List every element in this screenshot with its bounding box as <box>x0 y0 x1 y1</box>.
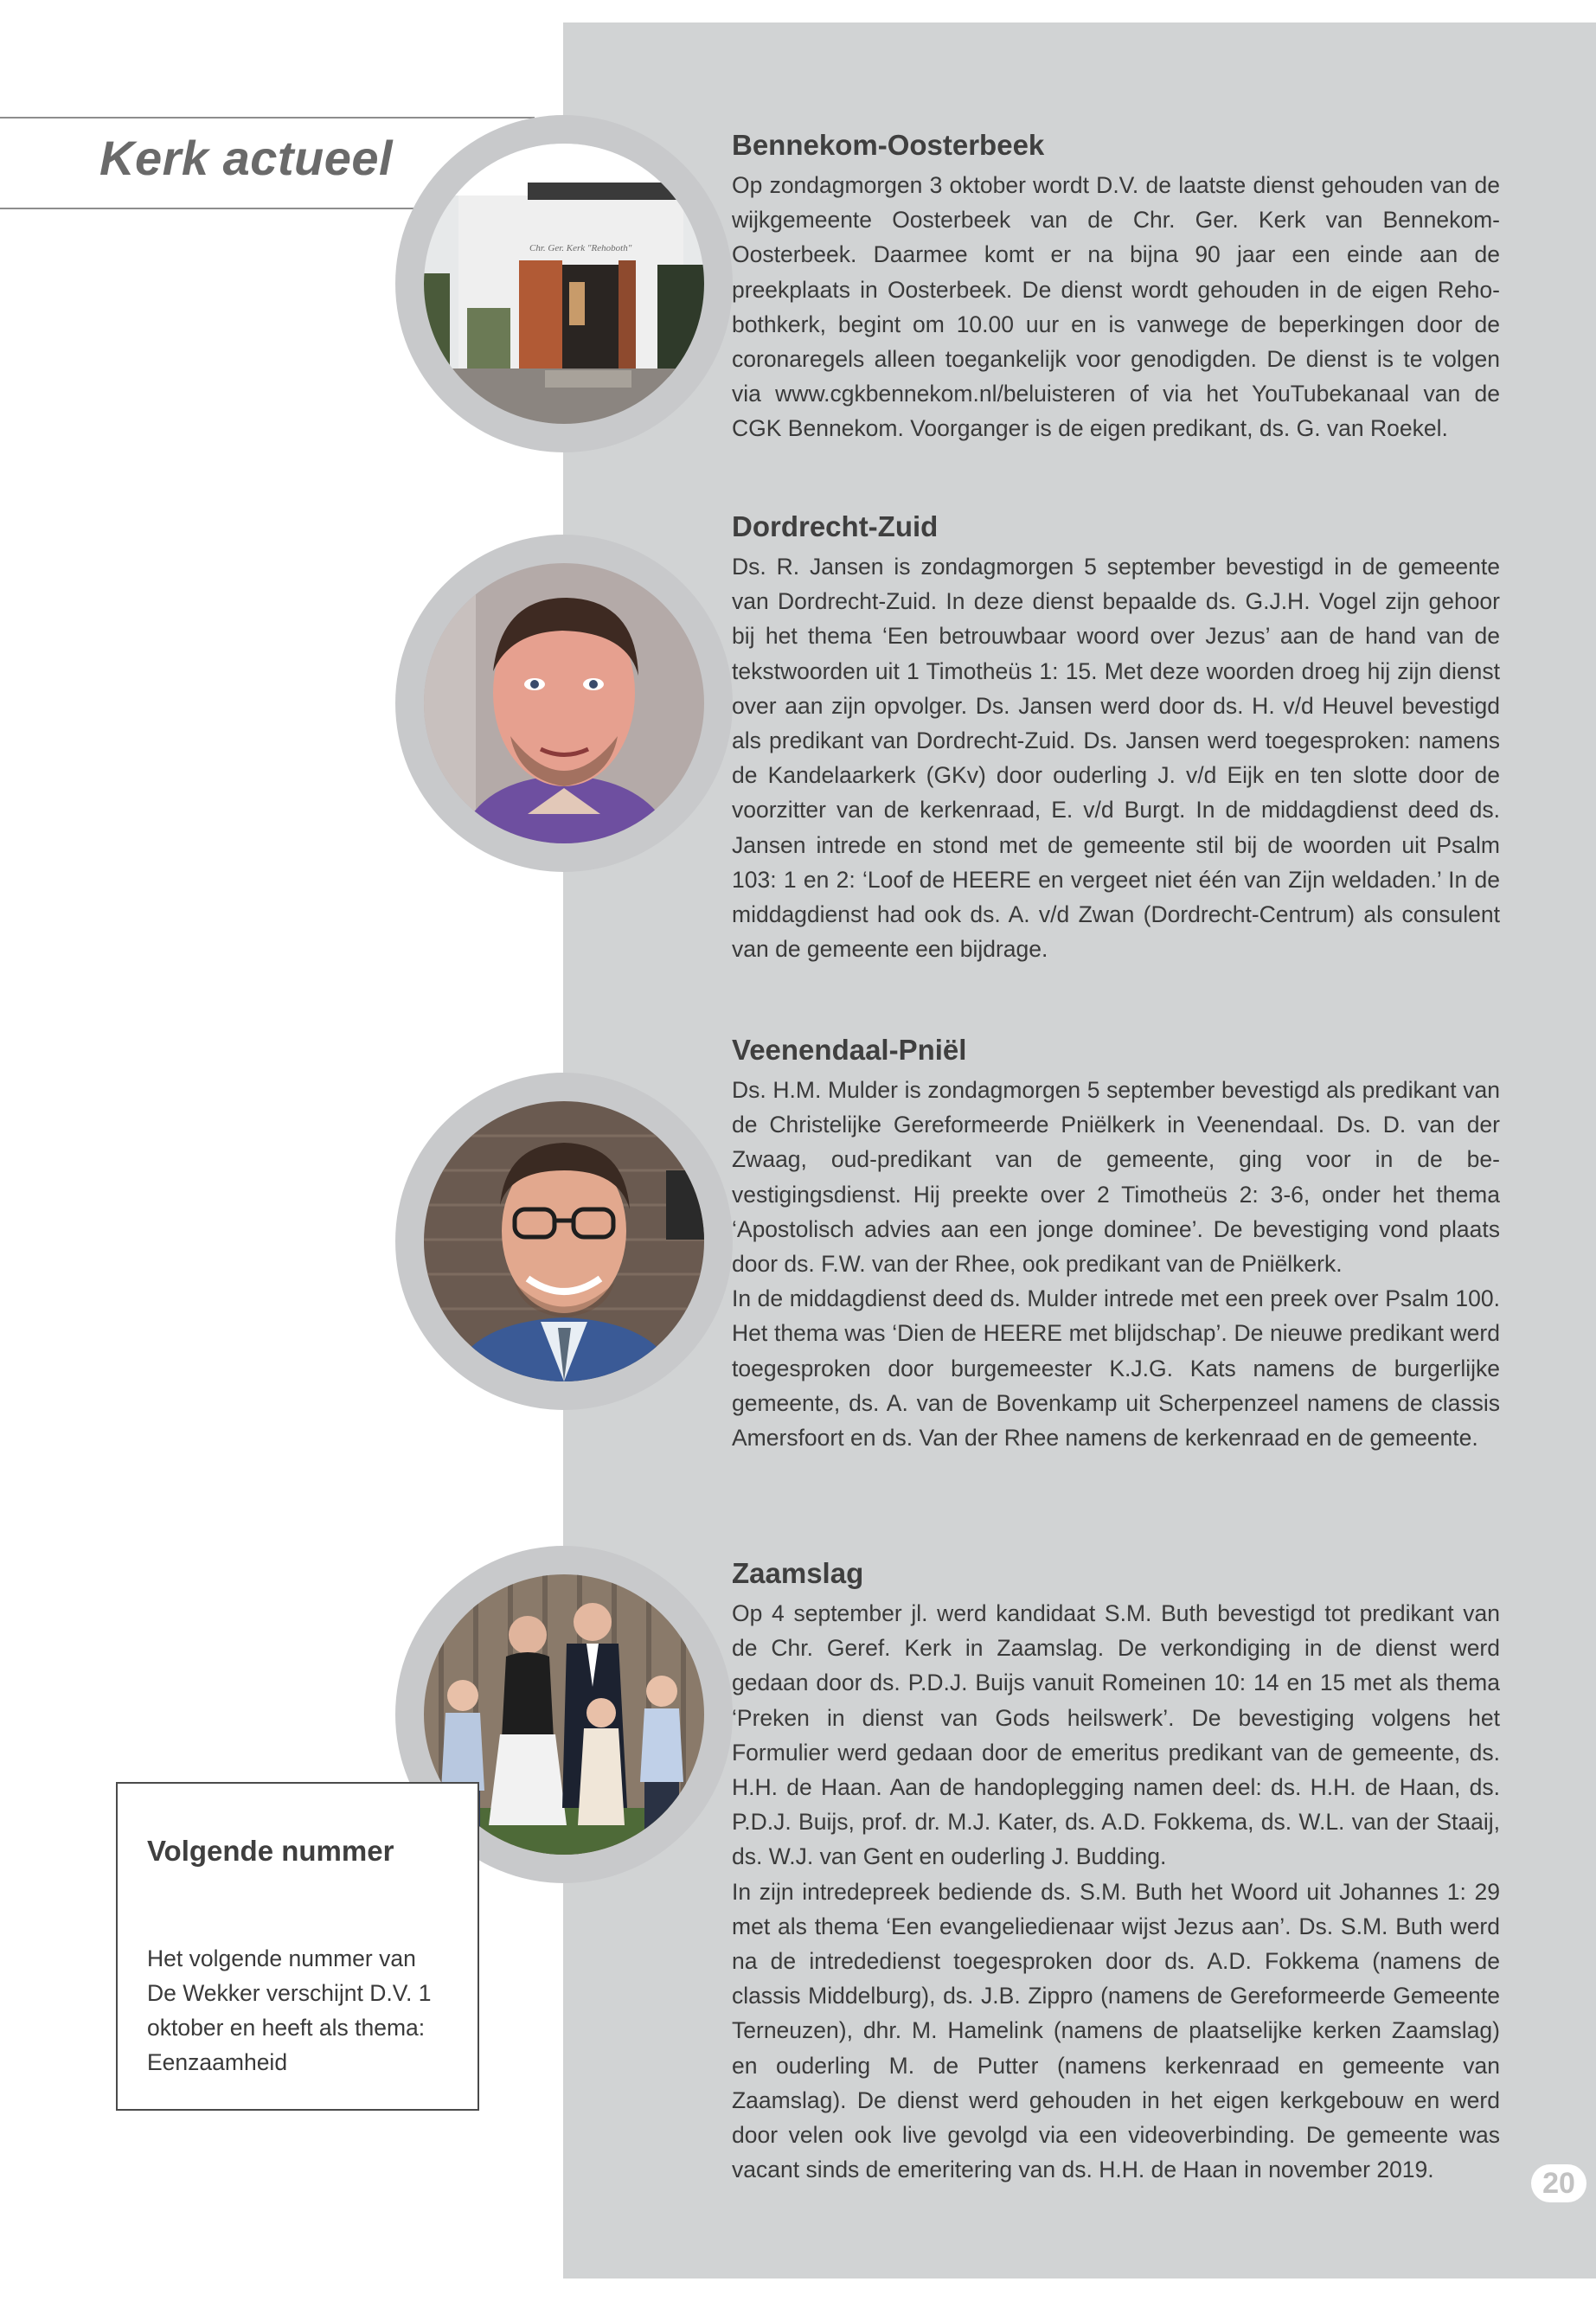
article-body: Op zondagmorgen 3 oktober wordt D.V. de laatste dienst gehouden van de wijkgemeente Oosterbeek van de Chr. Ger. Kerk van Bennekom-Oosterbeek. Daarmee komt er na bijna 90 jaar een einde aan de preekplaats in Oosterbeek. De dienst wordt gehouden in de eigen Rehobothkerk, begint om 10.00 uur en is vanwege de beperkingen door de coronaregels alleen toegankelijk voor genodigden. De dienst is te volgen via www.cgkbennekom.nl/beluisteren of via het YouTubekanaal van de CGK Bennekom. Voorganger is de eigen predikant, ds. G. van Roekel. <box>732 172 1500 442</box>
article-body-continued: In zijn intredepreek bediende ds. S.M. Buth het Woord uit Johannes 1: 29 met als thema ‘Een evangeliedienaar wijst Jezus aan’. Ds. S.M. Buth werd na de intrededienst toegesproken door ds. A.D. Fokkema (namens de classis Middelburg), ds. J.B. Zippro (namens de Gereformeerde Gemeente Terneuzen), dhr. M. Hamelink (namens de plaatselijke kerken Zaamslag) en ouderling M. de Putter (namens kerkenraad en gemeente van Zaamslag). De dienst werd gehouden in het eigen kerkgebouw en werd door velen ook live gevolgd via een videoverbinding. De gemeente was vacant sinds de emeritering van ds. H.H. de Haan in november 2019. <box>732 1878 1500 2183</box>
photo-frame-veenendaal <box>395 1073 733 1410</box>
header-top-rule <box>0 117 535 119</box>
page-number: 20 <box>1531 2164 1586 2202</box>
article-title: Zaamslag <box>732 1557 864 1589</box>
section-title: Kerk actueel <box>99 131 394 185</box>
article-veenendaal-pniel <box>732 1033 1500 1455</box>
article-title: Veenendaal-Pniël <box>732 1034 967 1066</box>
next-issue-box <box>116 1782 479 2111</box>
article-body: Op 4 september jl. werd kandidaat S.M. Buth bevestigd tot predikant van de Chr. Geref. Kerk in Zaamslag. De verkondiging in de dienst werd gedaan door ds. P.D.J. Buijs vanuit Romeinen 10: 14 en 15 met als thema ‘Preken in dienst van Gods heilswerk’. De bevestiging volgens het Formulier werd gedaan door de emeritus predikant van de gemeente, ds. H.H. de Haan. Aan de handoplegging namen deel: ds. H.H. de Haan, ds. P.D.J. Buijs, prof. dr. M.J. Kater, ds. A.D. Fokkema, ds. W.L. van der Staaij, ds. W.J. van Gent en ouderling J. Budding. <box>732 1600 1500 1870</box>
article-body: Ds. H.M. Mulder is zondagmorgen 5 september bevestigd als predikant van de Christelijke Gereformeerde Pniëlkerk in Veenendaal. Ds. D. van der Zwaag, oud-predikant van de gemeente, ging voor in de bevestigingsdienst. Hij preekte over 2 Timotheüs 2: 3-6, onder het thema ‘Apostolisch advies aan een jonge dominee’. De bevestiging vond plaats door ds. F.W. van der Rhee, ook predikant van de Pniëlkerk. <box>732 1077 1500 1278</box>
article-body-continued: In de middagdienst deed ds. Mulder intrede met een preek over Psalm 100. Het thema was ‘Dien de HEERE met blijdschap’. De nieuwe predikant werd toegesproken door burgemeester K.J.G. Kats namens de burgerlijke gemeente, ds. A. van de Bovenkamp uit Scherpenzeel namens de classis Amersfoort en ds. Van der Rhee namens de kerkenraad en de gemeente. <box>732 1285 1500 1452</box>
article-dordrecht-zuid <box>732 510 1500 966</box>
article-title: Dordrecht-Zuid <box>732 510 939 542</box>
photo-frame-bennekom <box>395 115 733 452</box>
article-title: Bennekom-Oosterbeek <box>732 129 1045 161</box>
header-bottom-rule <box>0 208 458 209</box>
article-bennekom-oosterbeek <box>732 128 1500 446</box>
church-entrance-photo <box>424 144 704 424</box>
article-body: Ds. R. Jansen is zondagmorgen 5 september bevestigd in de gemeente van Dordrecht-Zuid. In deze dienst bepaalde ds. G.J.H. Vogel zijn gehoor bij het thema ‘Een betrouwbaar woord over Jezus’ aan de hand van de tekstwoorden uit 1 Timotheüs 1: 15. Met deze woorden droeg hij zijn dienst over aan zijn opvolger. Ds. Jansen werd door ds. H. v/d Heuvel bevestigd als predikant van Dordrecht-Zuid. Ds. Jansen werd toegesproken: namens de Kandelaarkerk (GKv) door ouderling J. v/d Eijk en ten slotte door de voorzitter van de kerkenraad, E. v/d Burgt. In de middagdienst deed ds. Jansen intrede en stond met de gemeente stil bij de woorden uit Psalm 103: 1 en 2: ‘Loof de HEERE en vergeet niet één van Zijn weldaden.’ In de middagdienst had ook ds. A. v/d Zwan (Dordrecht-Centrum) als consulent van de gemeente een bijdrage. <box>732 554 1500 963</box>
next-issue-title: Volgende nummer <box>147 1835 394 1867</box>
article-zaamslag <box>732 1556 1500 2187</box>
next-issue-body: Het volgende nummer van De Wekker verschijnt D.V. 1 oktober en heeft als thema: Eenzaamheid <box>147 1945 432 2075</box>
portrait-photo <box>424 563 704 843</box>
photo-frame-dordrecht <box>395 535 733 872</box>
portrait-glasses-photo <box>424 1101 704 1381</box>
church-sign-text: Chr. Ger. Kerk "Rehoboth" <box>529 243 632 253</box>
